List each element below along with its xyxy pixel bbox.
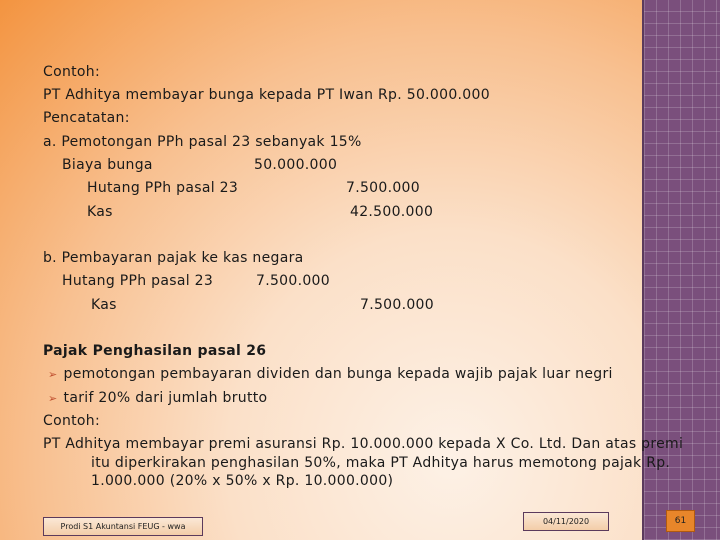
contoh-label-2: Contoh: bbox=[43, 413, 100, 429]
item-a-heading: a. Pemotongan PPh pasal 23 sebanyak 15% bbox=[43, 134, 362, 150]
footer-label: Prodi S1 Akuntansi FEUG - wwa bbox=[43, 517, 203, 536]
footer-date: 04/11/2020 bbox=[523, 512, 609, 531]
a-biaya-value: 50.000.000 bbox=[254, 157, 338, 173]
arrow-bullet-icon: ➢ bbox=[48, 368, 58, 381]
bullet-item-2 bbox=[48, 390, 267, 406]
paragraph-line-1: PT Adhitya membayar premi asuransi Rp. 10.000.000 kepada X Co. Ltd. Dan atas premi bbox=[43, 436, 684, 452]
page-number: 61 bbox=[666, 510, 695, 532]
b-hutang-value: 7.500.000 bbox=[256, 273, 330, 289]
a-kas-label: Kas bbox=[87, 204, 113, 220]
bullet-item-1 bbox=[48, 366, 613, 382]
bullet-text-1: pemotongan pembayaran dividen dan bunga kepada wajib pajak luar negri bbox=[63, 366, 613, 382]
paragraph-line-3: 1.000.000 (20% x 50% x Rp. 10.000.000) bbox=[91, 473, 394, 489]
pph26-title: Pajak Penghasilan pasal 26 bbox=[43, 343, 267, 359]
b-hutang-label: Hutang PPh pasal 23 bbox=[62, 273, 214, 289]
a-hutang-label: Hutang PPh pasal 23 bbox=[87, 180, 239, 196]
pencatatan-label: Pencatatan: bbox=[43, 110, 130, 126]
contoh-label-1: Contoh: bbox=[43, 64, 100, 80]
example-line-1: PT Adhitya membayar bunga kepada PT Iwan Rp. 50.000.000 bbox=[43, 87, 490, 103]
paragraph-line-2: itu diperkirakan penghasilan 50%, maka PT Adhitya harus memotong pajak Rp. bbox=[91, 455, 671, 471]
item-b-heading: b. Pembayaran pajak ke kas negara bbox=[43, 250, 304, 266]
b-kas-label: Kas bbox=[91, 297, 117, 313]
bullet-text-2: tarif 20% dari jumlah brutto bbox=[63, 390, 268, 406]
a-biaya-label: Biaya bunga bbox=[62, 157, 153, 173]
b-kas-value: 7.500.000 bbox=[360, 297, 434, 313]
a-kas-value: 42.500.000 bbox=[350, 204, 434, 220]
a-hutang-value: 7.500.000 bbox=[346, 180, 420, 196]
arrow-bullet-icon: ➢ bbox=[48, 392, 58, 405]
